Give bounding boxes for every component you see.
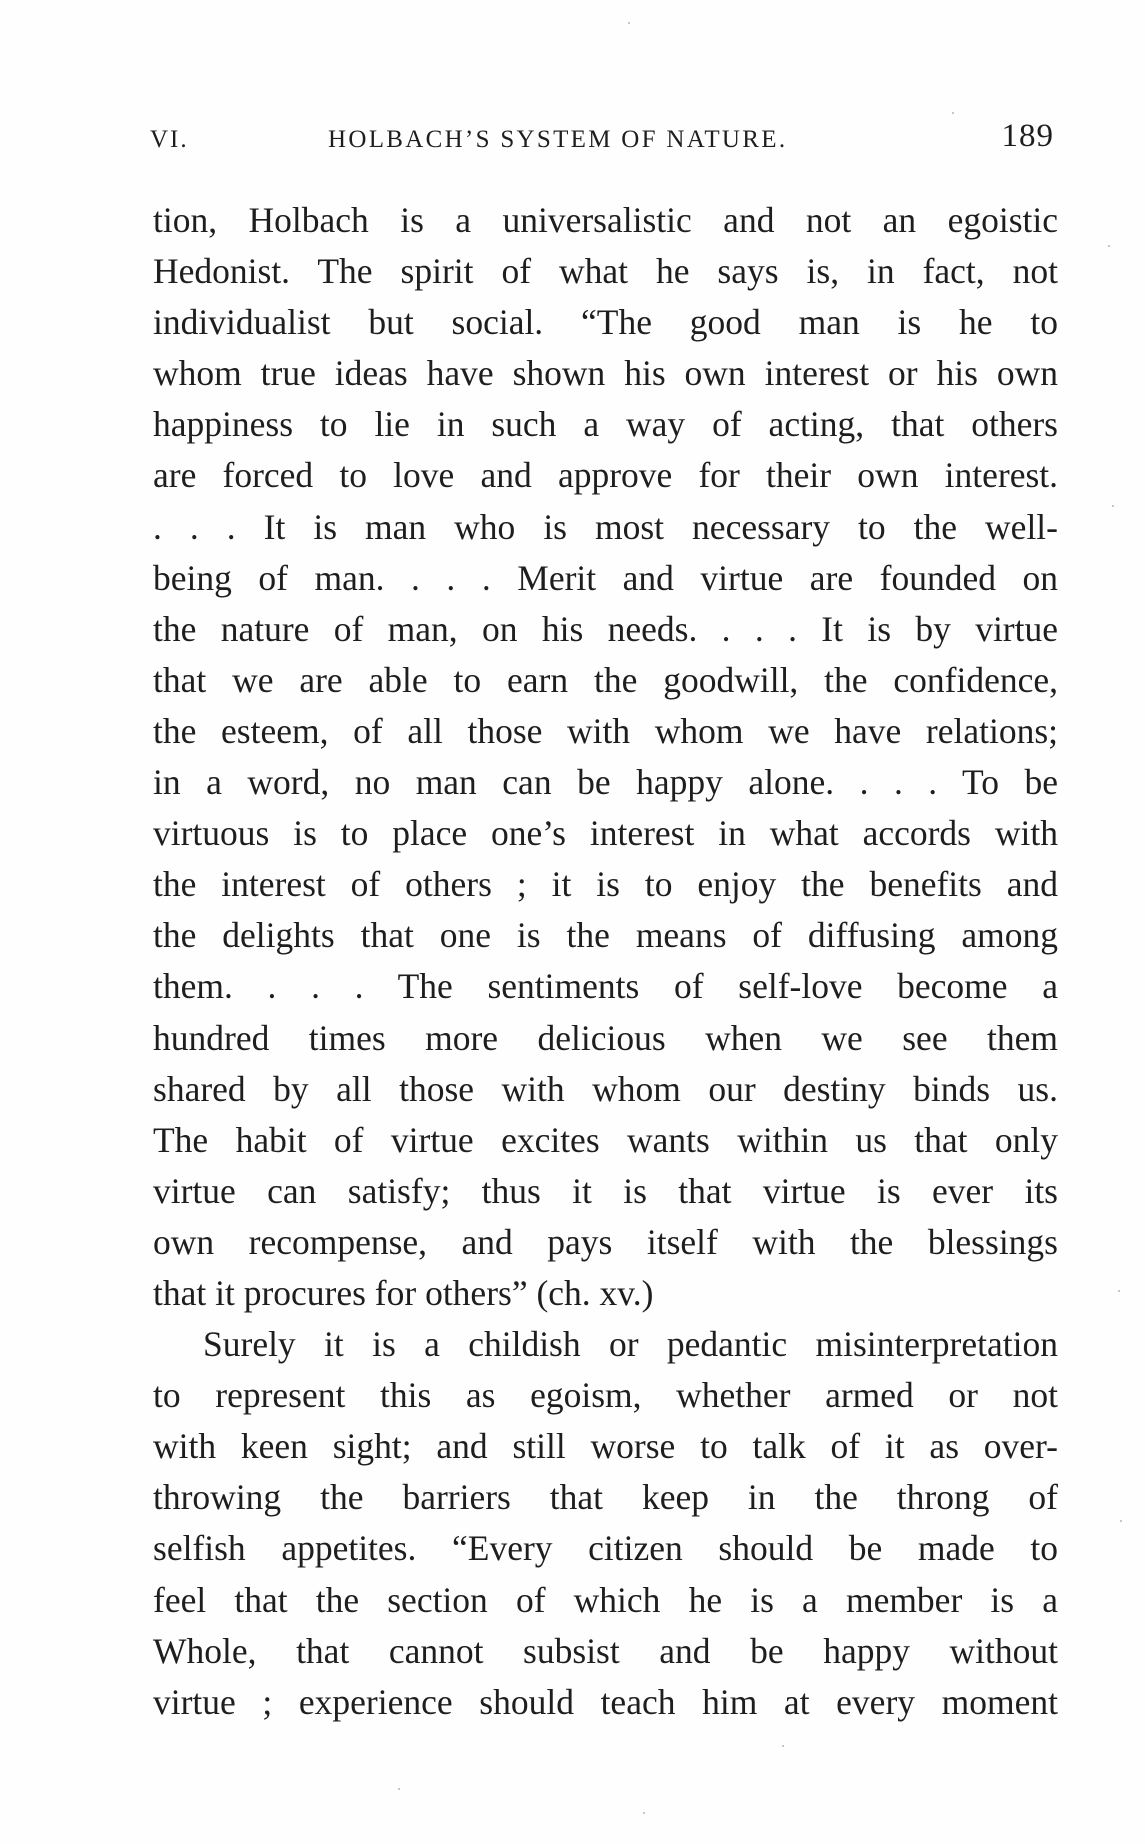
running-title: HOLBACH’S SYSTEM OF NATURE.	[328, 126, 788, 153]
running-head	[150, 118, 1060, 168]
text-line: tion, Holbach is a universalistic and not an egoistic	[153, 200, 1058, 240]
text-line: throwing the barriers that keep in the throng of	[153, 1477, 1058, 1518]
text-line: with keen sight; and still worse to talk of it as over-	[153, 1426, 1058, 1467]
text-line: The habit of virtue excites wants within us that only	[153, 1119, 1058, 1160]
text-line: . . . It is man who is most necessary to the well-	[153, 506, 1058, 547]
text-line: them. . . . The sentiments of self-love become a	[153, 966, 1058, 1007]
text-line: whom true ideas have shown his own interest or his own	[153, 353, 1058, 394]
chapter-number: VI.	[150, 126, 189, 153]
paper-speck	[952, 112, 954, 114]
paragraph-first-line: Surely it is a childish or pedantic misinterpretation	[203, 1324, 1058, 1365]
text-line: shared by all those with whom our destiny binds us.	[153, 1068, 1058, 1109]
text-line: being of man. . . . Merit and virtue are founded on	[153, 557, 1058, 598]
text-line: individualist but social. “The good man is he to	[153, 302, 1058, 343]
text-line: virtuous is to place one’s interest in what accords with	[153, 813, 1058, 854]
text-line: the interest of others ; it is to enjoy the benefits and	[153, 864, 1058, 905]
paper-speck	[1108, 245, 1110, 247]
text-line: feel that the section of which he is a member is a	[153, 1579, 1058, 1620]
paper-speck	[398, 1788, 400, 1790]
paper-speck	[628, 22, 630, 24]
text-line: own recompense, and pays itself with the blessings	[153, 1221, 1058, 1262]
text-line: selfish appetites. “Every citizen should be made to	[153, 1528, 1058, 1569]
paper-speck	[1120, 1520, 1122, 1522]
paper-speck	[1118, 1290, 1120, 1292]
paper-speck	[643, 1812, 645, 1814]
text-line: Whole, that cannot subsist and be happy without	[153, 1630, 1058, 1671]
text-line: happiness to lie in such a way of acting, that others	[153, 404, 1058, 445]
text-line: are forced to love and approve for their own interest.	[153, 455, 1058, 496]
paper-speck	[782, 1745, 784, 1747]
text-line: virtue ; experience should teach him at every moment	[153, 1681, 1058, 1722]
text-line: that we are able to earn the goodwill, the confidence,	[153, 659, 1058, 700]
text-line: the nature of man, on his needs. . . . It is by virtue	[153, 608, 1058, 649]
text-line: that it procures for others” (ch. xv.)	[153, 1272, 654, 1313]
text-line: Hedonist. The spirit of what he says is, in fact, not	[153, 251, 1058, 292]
text-line: the esteem, of all those with whom we have relations;	[153, 710, 1058, 751]
page-number: 189	[1001, 118, 1054, 154]
text-line: the delights that one is the means of diffusing among	[153, 915, 1058, 956]
body-text	[153, 195, 1058, 1728]
text-line: to represent this as egoism, whether armed or not	[153, 1375, 1058, 1416]
text-line: virtue can satisfy; thus it is that virtue is ever its	[153, 1170, 1058, 1211]
text-line: in a word, no man can be happy alone. . . . To be	[153, 762, 1058, 803]
text-line: hundred times more delicious when we see them	[153, 1017, 1058, 1058]
paper-speck	[1112, 505, 1114, 507]
